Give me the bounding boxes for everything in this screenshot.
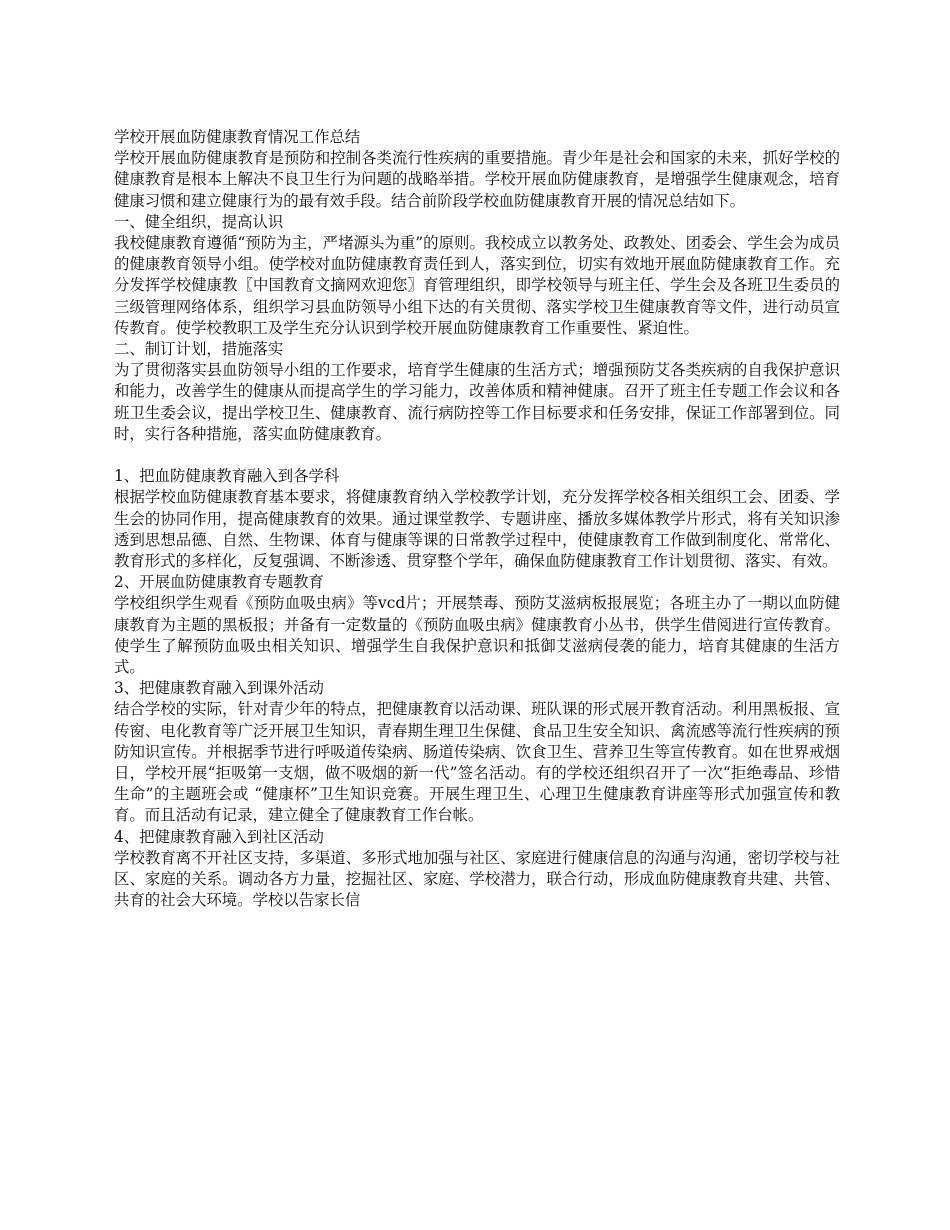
blank-line [114,445,840,466]
item-1-heading: 1、把血防健康教育融入到各学科 [114,467,340,486]
item-1-paragraph: 根据学校血防健康教育基本要求，将健康教育纳入学校教学计划，充分发挥学校各相关组织工会、团委、学生会的协同作用，提高健康教育的效果。通过课堂教学、专题讲座、播放多媒体教学片形式，将有关知识渗透到思想品德、自然、生物课、体育与健康等课的日常教学过程中，使健康教育工作做到制度化、常常化、教育形式的多样化，反复强调、不断渗透、贯穿整个学年，确保血防健康教育工作计划贯彻、落实、有效。 [114,488,840,571]
item-4-heading: 4、把健康教育融入到社区活动 [114,827,324,846]
section-1-paragraph: 我校健康教育遵循“预防为主，严堵源头为重”的原则。我校成立以教务处、政教处、团委会、学生会为成员的健康教育领导小组。使学校对血防健康教育责任到人，落实到位，切实有效地开展血防健康教育工作。充分发挥学校健康教〖中国教育文摘网欢迎您〗育管理组织，即学校领导与班主任、学生会及各班卫生委员的三级管理网络体系，组织学习县血防领导小组下达的有关贯彻、落实学校卫生健康教育等文件，进行动员宣传教育。使学校教职工及学生充分认识到学校开展血防健康教育工作重要性、紧迫性。 [114,234,840,337]
section-1-heading: 一、健全组织，提高认识 [114,212,284,231]
section-2-heading: 二、制订计划，措施落实 [114,340,284,359]
item-2-heading: 2、开展血防健康教育专题教育 [114,573,324,592]
item-3-paragraph: 结合学校的实际，针对青少年的特点，把健康教育以活动课、班队课的形式展开教育活动。利用黑板报、宣传窗、电化教育等广泛开展卫生知识，青春期生理卫生保健、食品卫生安全知识、禽流感等流行性疾病的预防知识宣传。并根据季节进行呼吸道传染病、肠道传染病、饮食卫生、营养卫生等宣传教育。如在世界戒烟日，学校开展“拒吸第一支烟，做不吸烟的新一代”签名活动。有的学校还组织召开了一次“拒绝毒品、珍惜生命”的主题班会或 “健康杯”卫生知识竞赛。开展生理卫生、心理卫生健康教育讲座等形式加强宣传和教育。而且活动有记录，建立健全了健康教育工作台帐。 [114,700,840,825]
section-2-paragraph: 为了贯彻落实县血防领导小组的工作要求，培育学生健康的生活方式；增强预防艾各类疾病的自我保护意识和能力，改善学生的健康从而提高学生的学习能力，改善体质和精神健康。召开了班主任专题工作会议和各班卫生委会议，提出学校卫生、健康教育、流行病防控等工作目标要求和任务安排，保证工作部署到位。同时，实行各种措施，落实血防健康教育。 [114,361,840,443]
item-2-paragraph: 学校组织学生观看《预防血吸虫病》等vcd片；开展禁毒、预防艾滋病板报展览；各班主办了一期以血防健康教育为主题的黑板报；并备有一定数量的《预防血吸虫病》健康教育小丛书，供学生借阅进行宣传教育。使学生了解预防血吸虫相关知识、增强学生自我保护意识和抵御艾滋病侵袭的能力，培育其健康的生活方式。 [114,594,840,677]
intro-paragraph: 学校开展血防健康教育是预防和控制各类流行性疾病的重要措施。青少年是社会和国家的未来，抓好学校的健康教育是根本上解决不良卫生行为问题的战略举措。学校开展血防健康教育，是增强学生健康观念，培育健康习惯和建立健康行为的最有效手段。结合前阶段学校血防健康教育开展的情况总结如下。 [114,149,840,210]
document-page [114,127,840,912]
document-title: 学校开展血防健康教育情况工作总结 [114,128,361,146]
item-3-heading: 3、把健康教育融入到课外活动 [114,679,324,698]
item-4-paragraph: 学校教育离不开社区支持，多渠道、多形式地加强与社区、家庭进行健康信息的沟通与沟通，密切学校与社区、家庭的关系。调动各方力量，挖掘社区、家庭、学校潜力，联合行动，形成血防健康教育共建、共管、共育的社会大环境。学校以告家长信 [114,848,840,910]
